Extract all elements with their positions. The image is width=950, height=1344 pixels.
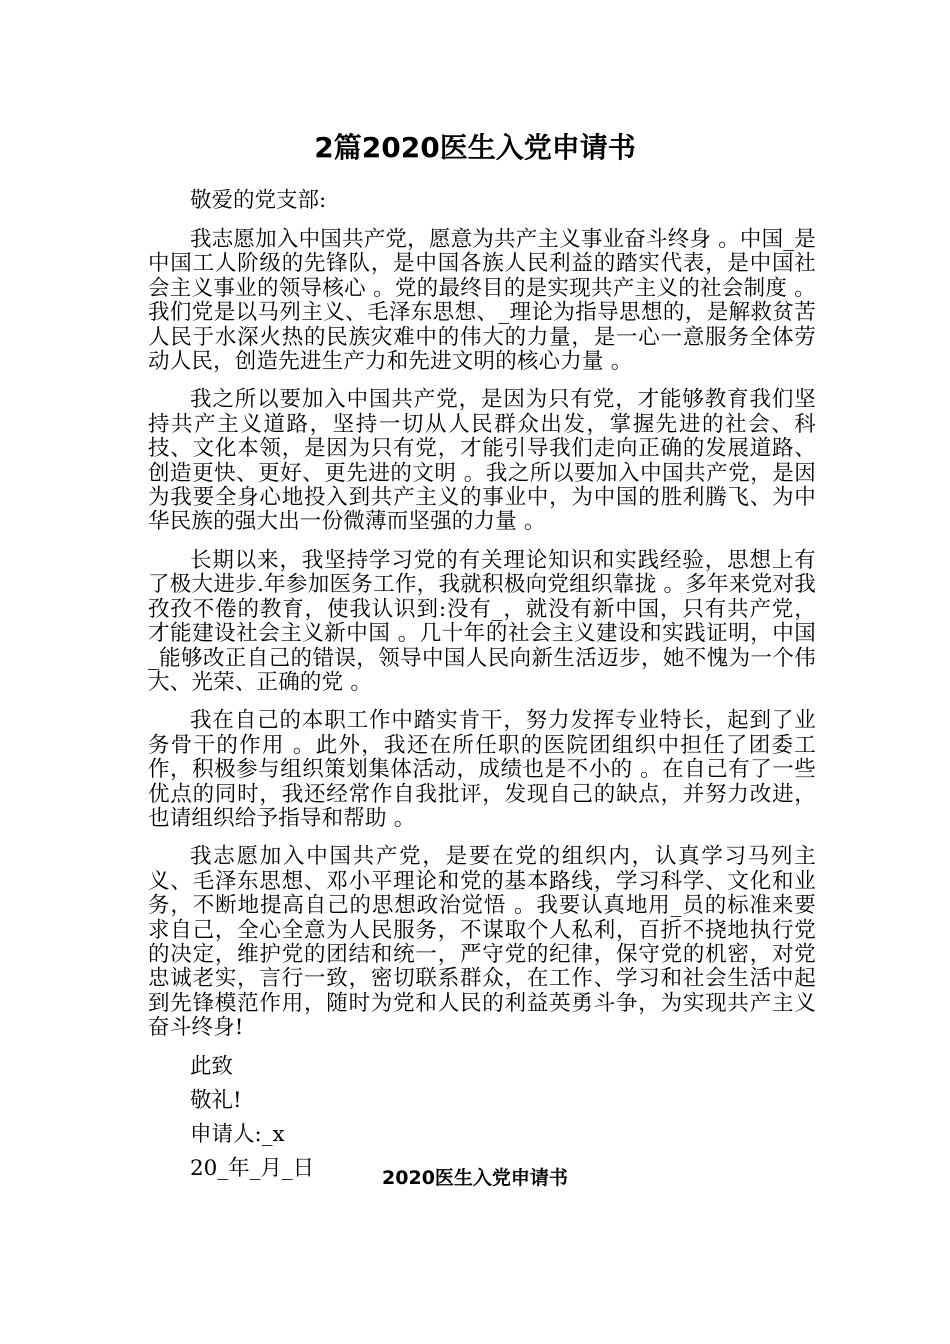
- letter-body: [148, 188, 816, 1191]
- paragraph-3: 长期以来，我坚持学习党的有关理论知识和实践经验，思想上有了极大进步.年参加医务工作，我就积极向党组织靠拢 。多年来党对我孜孜不倦的教育，使我认识到:没有_，就没有新中国，只有共产党，才能建设社会主义新中国 。几十年的社会主义建设和实践证明，中国_能够改正自己的错误，领导中国人民向新生活迈步，她不愧为一个伟大、光荣、正确的党 。: [148, 547, 816, 695]
- date-line: 20_年_月_日: [190, 1155, 315, 1181]
- closing-salute: 敬礼!: [190, 1087, 242, 1113]
- document-title: 2篇2020医生入党申请书: [314, 131, 636, 164]
- paragraph-4: 我在自己的本职工作中踏实肯干，努力发挥专业特长，起到了业务骨干的作用 。此外，我还在所任职的医院团组织中担任了团委工作，积极参与组织策划集体活动，成绩也是不小的 。在自己有了一些优点的同时，我还经常作自我批评，发现自己的缺点，并努力改进，也请组织给予指导和帮助 。: [148, 708, 816, 831]
- next-document-title: 2020医生入党申请书: [382, 1167, 568, 1189]
- paragraph-1: 我志愿加入中国共产党，愿意为共产主义事业奋斗终身 。中国_是中国工人阶级的先锋队，是中国各族人民利益的踏实代表，是中国社会主义事业的领导核心 。党的最终目的是实现共产主义的社会制度 。我们党是以马列主义、毛泽东思想、_理论为指导思想的，是解救贫苦人民于水深火热的民族灾难中的伟大的力量，是一心一意服务全体劳动人民，创造先进生产力和先进文明的核心力量 。: [148, 227, 816, 375]
- salutation: 敬爱的党支部:: [190, 188, 327, 213]
- paragraph-5: 我志愿加入中国共产党，是要在党的组织内，认真学习马列主义、毛泽东思想、邓小平理论和党的基本路线，学习科学、文化和业务，不断地提高自己的思想政治觉悟 。我要认真地用_员的标准来要求自己，全心全意为人民服务，不谋取个人私利，百折不挠地执行党的决定，维护党的团结和统一，严守党的纪律，保守党的机密，对党忠诚老实，言行一致，密切联系群众，在工作、学习和社会生活中起到先锋模范作用，随时为党和人民的利益英勇斗争，为实现共产主义奋斗终身!: [148, 844, 816, 1041]
- paragraph-2: 我之所以要加入中国共产党，是因为只有党，才能够教育我们坚持共产主义道路，坚持一切从人民群众出发，掌握先进的社会、科技、文化本领，是因为只有党，才能引导我们走向正确的发展道路、创造更快、更好、更先进的文明 。我之所以要加入中国共产党，是因为我要全身心地投入到共产主义的事业中，为中国的胜利腾飞、为中华民族的强大出一份微薄而坚强的力量 。: [148, 387, 816, 535]
- closing-greeting: 此致: [190, 1053, 234, 1079]
- applicant-line: 申请人:_x: [190, 1121, 285, 1147]
